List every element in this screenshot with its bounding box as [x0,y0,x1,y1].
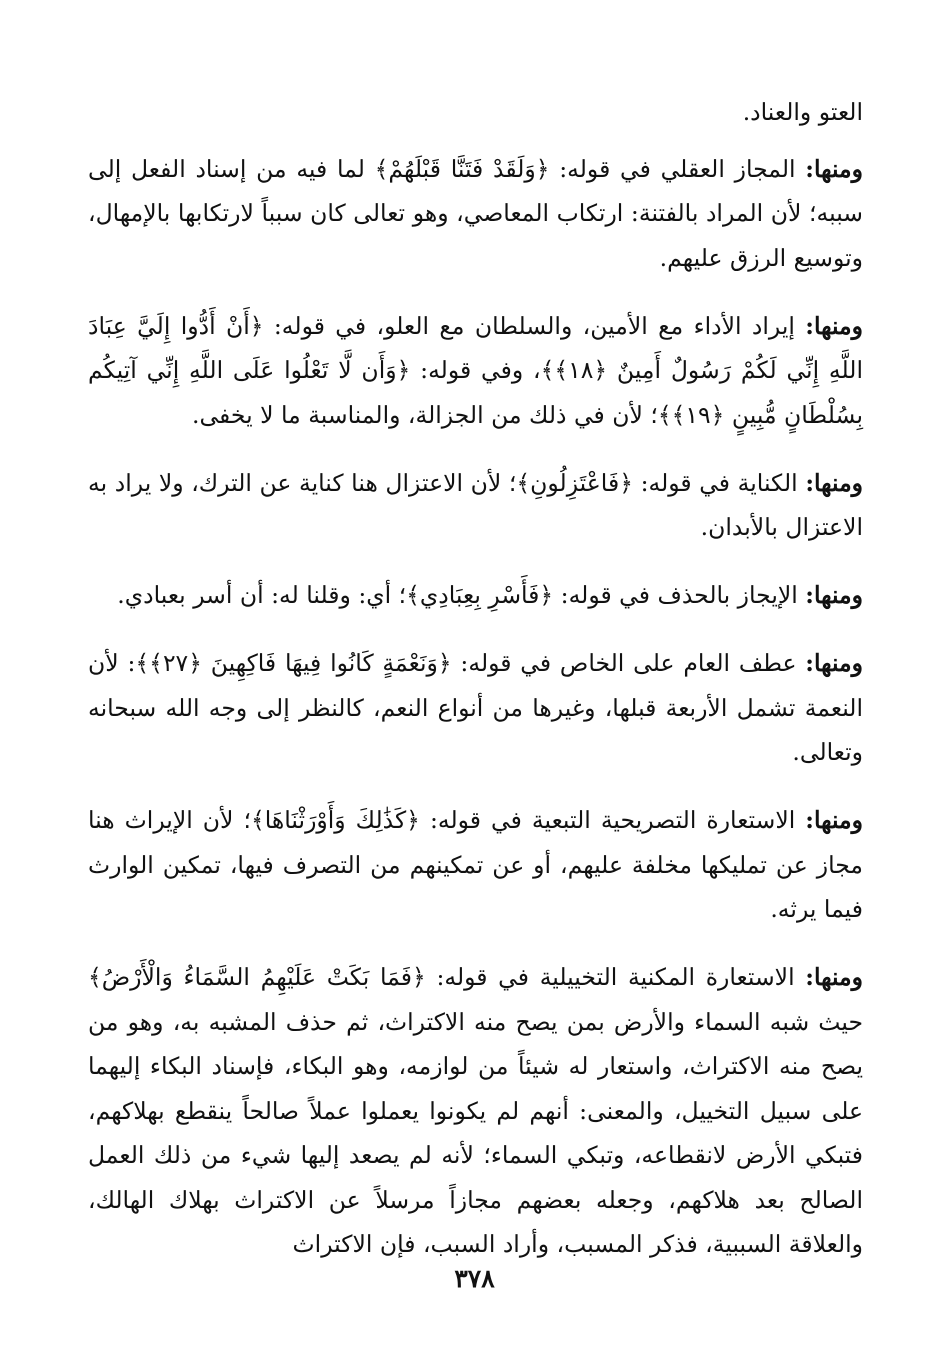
paragraph-lead: ومنها: [805,468,864,497]
quran-quote: ﴿كَذَٰلِكَ وَأَوْرَثْنَاهَا﴾ [250,806,420,834]
paragraph-istiara-tasrihiya [88,798,863,932]
paragraph-text: : لأن النعمة تشمل الأربعة قبلها، وغيرها من أنواع النعم، كالنظر إلى وجه الله سبحانه وتعالى. [88,649,863,766]
paragraph-lead: ومنها: [805,154,863,183]
paragraph-text: ؛ لأن الاعتزال هنا كناية عن الترك، ولا يراد به الاعتزال بالأبدان. [88,468,863,541]
paragraph-text: المجاز العقلي في قوله: [549,154,806,183]
paragraph-lead: ومنها: [805,311,863,340]
quran-quote: ﴿أَنْ أَدُّوا إِلَيَّ عِبَادَ اللَّهِ إِنِّي لَكُمْ رَسُولٌ أَمِينٌ ﴿١٨﴾﴾ [88,311,863,384]
paragraph-lead: ومنها: [805,806,863,834]
paragraph-lead: ومنها: [805,649,863,677]
paragraph-majaz-aqli [88,147,863,281]
opening-line: العتو والعناد. [742,98,863,126]
page-number: ٣٧٨ [454,1264,495,1293]
paragraph-text: ، وفي قوله: [410,356,541,384]
quran-quote: ﴿فَاعْتَزِلُونِ﴾ [516,468,633,497]
paragraph-lead: ومنها: [805,581,863,609]
paragraph-text: لما فيه من إسناد الفعل إلى سببه؛ لأن المراد بالفتنة: ارتكاب المعاصي، وهو تعالى كان سبباً لارتكابها بالإمهال، وتوسيع الرزق عليهم. [88,154,863,272]
paragraph-text: عطف العام على الخاص في قوله: [451,649,806,677]
paragraph-text: الاستعارة المكنية التخييلية في قوله: [425,963,806,991]
paragraph-text: إيراد الأداء مع الأمين، والسلطان مع العلو، في قوله: [263,311,806,340]
quran-quote: ﴿فَأَسْرِ بِعِبَادِي﴾ [406,581,554,609]
paragraph-text: الاستعارة التصريحية التبعية في قوله: [419,806,806,834]
paragraph-istiara-makniya [88,955,863,1267]
quran-quote: ﴿وَنَعْمَةٍ كَانُوا فِيهَا فَاكِهِينَ ﴿٢٧﴾﴾ [135,649,452,677]
paragraph-ada-amin [88,304,863,438]
quran-quote: ﴿وَلَقَدْ فَتَنَّا قَبْلَهُمْ﴾ [374,154,550,183]
paragraph-text: ؛ أي: وقلنا له: أن أسر بعبادي. [117,581,407,609]
paragraph-atf [88,641,863,775]
paragraph-text: ؛ لأن الإيراث هنا مجاز عن تمليكها مخلفة عليهم، أو عن تمكينهم من التصرف فيها، تمكين الوارث فيما يرثه. [88,806,863,923]
paragraph-kinaya [88,461,863,550]
paragraph-text: الكناية في قوله: [632,468,806,497]
paragraph-lead: ومنها: [805,963,863,991]
quran-quote: ﴿فَمَا بَكَتْ عَلَيْهِمُ السَّمَاءُ وَالْأَرْضُ﴾ [88,963,426,991]
paragraph-text: ؛ لأن في ذلك من الجزالة، والمناسبة ما لا يخفى. [191,400,658,429]
paragraph-ijaz [88,573,863,618]
paragraph-text: الإيجاز بالحذف في قوله: [553,581,806,609]
page-body [88,90,863,1290]
quran-quote-2: ﴿وَأَن لَّا تَعْلُوا عَلَى اللَّهِ إِنِّي آتِيكُم بِسُلْطَانٍ مُّبِينٍ ﴿١٩﴾﴾ [88,356,863,429]
paragraph-text: حيث شبه السماء والأرض بمن يصح منه الاكتراث، ثم حذف المشبه به، وهو من يصح منه الاكتراث، واستعار له شيئاً من لوازمه، وهو البكاء، فإسناد البكاء إليهما على سبيل التخييل، والمعنى: أنهم لم يكونوا يعملوا عملاً صالحاً ينقطع بهلاكهم، فتبكي الأرض لانقطاعه، وتبكي السماء؛ لأنه لم يصعد إليها شيء من ذلك العمل الصالح بعد هلاكهم، وجعله بعضهم مجازاً مرسلاً عن الاكتراث بهلاك الهالك، والعلاقة السببية، فذكر المسبب، وأراد السبب، فإن الاكتراث [88,1007,863,1258]
